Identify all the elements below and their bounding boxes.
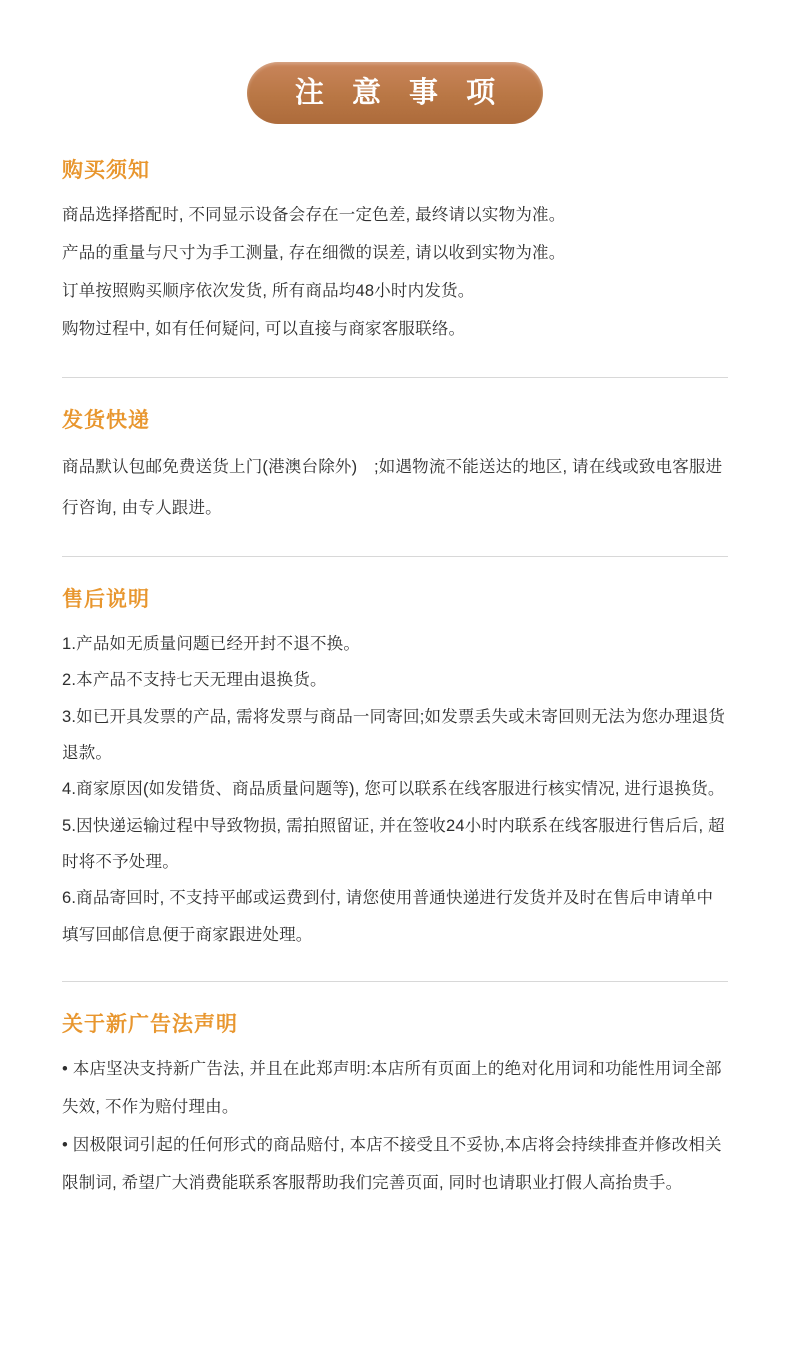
section-title-purchase-notice: 购买须知 xyxy=(62,159,150,182)
purchase-line-3: 订单按照购买顺序依次发货, 所有商品均48小时内发货。 xyxy=(62,282,475,301)
section-advertising-law xyxy=(62,981,728,1203)
section-title-advertising-law: 关于新广告法声明 xyxy=(62,1012,238,1036)
advertising-law-line-2: • 因极限词引起的任何形式的商品赔付, 本店不接受且不妥协,本店将会持续排查并修改相关限制词, 希望广大消费能联系客服帮助我们完善页面, 同时也请职业打假人高抬贵手。 xyxy=(62,1135,722,1192)
section-after-sales xyxy=(62,556,728,953)
purchase-line-1: 商品选择搭配时, 不同显示设备会存在一定色差, 最终请以实物为准。 xyxy=(62,206,566,225)
purchase-line-2: 产品的重量与尺寸为手工测量, 存在细微的误差, 请以收到实物为准。 xyxy=(62,244,566,263)
shipping-line-1: 商品默认包邮免费送货上门(港澳台除外) ;如遇物流不能送达的地区, 请在线或致电客服进行咨询, 由专人跟进。 xyxy=(62,458,723,517)
after-sales-line-2: 2.本产品不支持七天无理由退换货。 xyxy=(62,671,327,690)
advertising-law-line-1: • 本店坚决支持新广告法, 并且在此郑声明:本店所有页面上的绝对化用词和功能性用词全部失效, 不作为赔付理由。 xyxy=(62,1060,722,1116)
after-sales-line-4: 4.商家原因(如发错货、商品质量问题等), 您可以联系在线客服进行核实情况, 进行退换货。 xyxy=(62,780,725,799)
after-sales-line-1: 1.产品如无质量问题已经开封不退不换。 xyxy=(62,635,361,654)
title-banner xyxy=(247,62,543,124)
after-sales-line-5: 5.因快递运输过程中导致物损, 需拍照留证, 并在签收24小时内联系在线客服进行售后后, 超时将不予处理。 xyxy=(62,816,725,871)
purchase-line-4: 购物过程中, 如有任何疑问, 可以直接与商家客服联络。 xyxy=(62,320,466,338)
section-title-shipping: 发货快递 xyxy=(62,408,150,432)
after-sales-line-3: 3.如已开具发票的产品, 需将发票与商品一同寄回;如发票丢失或未寄回则无法为您办理退货退款。 xyxy=(62,707,726,763)
section-purchase-notice xyxy=(62,124,728,349)
banner-container xyxy=(62,0,728,124)
section-shipping xyxy=(62,377,728,528)
after-sales-line-6: 6.商品寄回时, 不支持平邮或运费到付, 请您使用普通快递进行发货并及时在售后申请单中填写回邮信息便于商家跟进处理。 xyxy=(62,889,714,944)
section-title-after-sales: 售后说明 xyxy=(62,587,150,611)
page-title: 注 意 事 项 xyxy=(294,76,506,109)
